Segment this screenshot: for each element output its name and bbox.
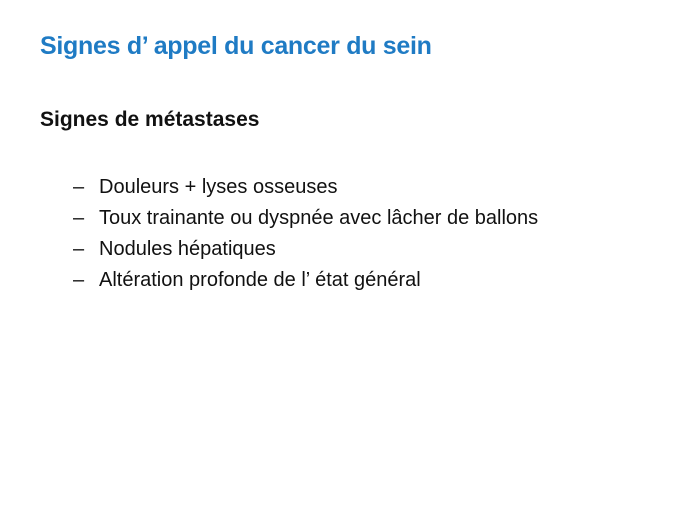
- section-heading: Signes de métastases: [40, 108, 260, 131]
- bullet-list: [73, 172, 538, 296]
- bullet-dash: –: [73, 176, 85, 198]
- bullet-dash: –: [73, 207, 85, 229]
- bullet-dash: –: [73, 238, 85, 260]
- bullet-item: [73, 203, 538, 234]
- bullet-text: Douleurs + lyses osseuses: [99, 176, 338, 198]
- slide-title: Signes d’ appel du cancer du sein: [40, 32, 432, 60]
- bullet-item: [73, 172, 538, 203]
- bullet-text: Nodules hépatiques: [99, 238, 276, 260]
- bullet-dash: –: [73, 269, 85, 291]
- bullet-item: [73, 265, 538, 296]
- bullet-text: Altération profonde de l’ état général: [99, 269, 421, 291]
- bullet-item: [73, 234, 538, 265]
- bullet-text: Toux trainante ou dyspnée avec lâcher de ballons: [99, 207, 539, 229]
